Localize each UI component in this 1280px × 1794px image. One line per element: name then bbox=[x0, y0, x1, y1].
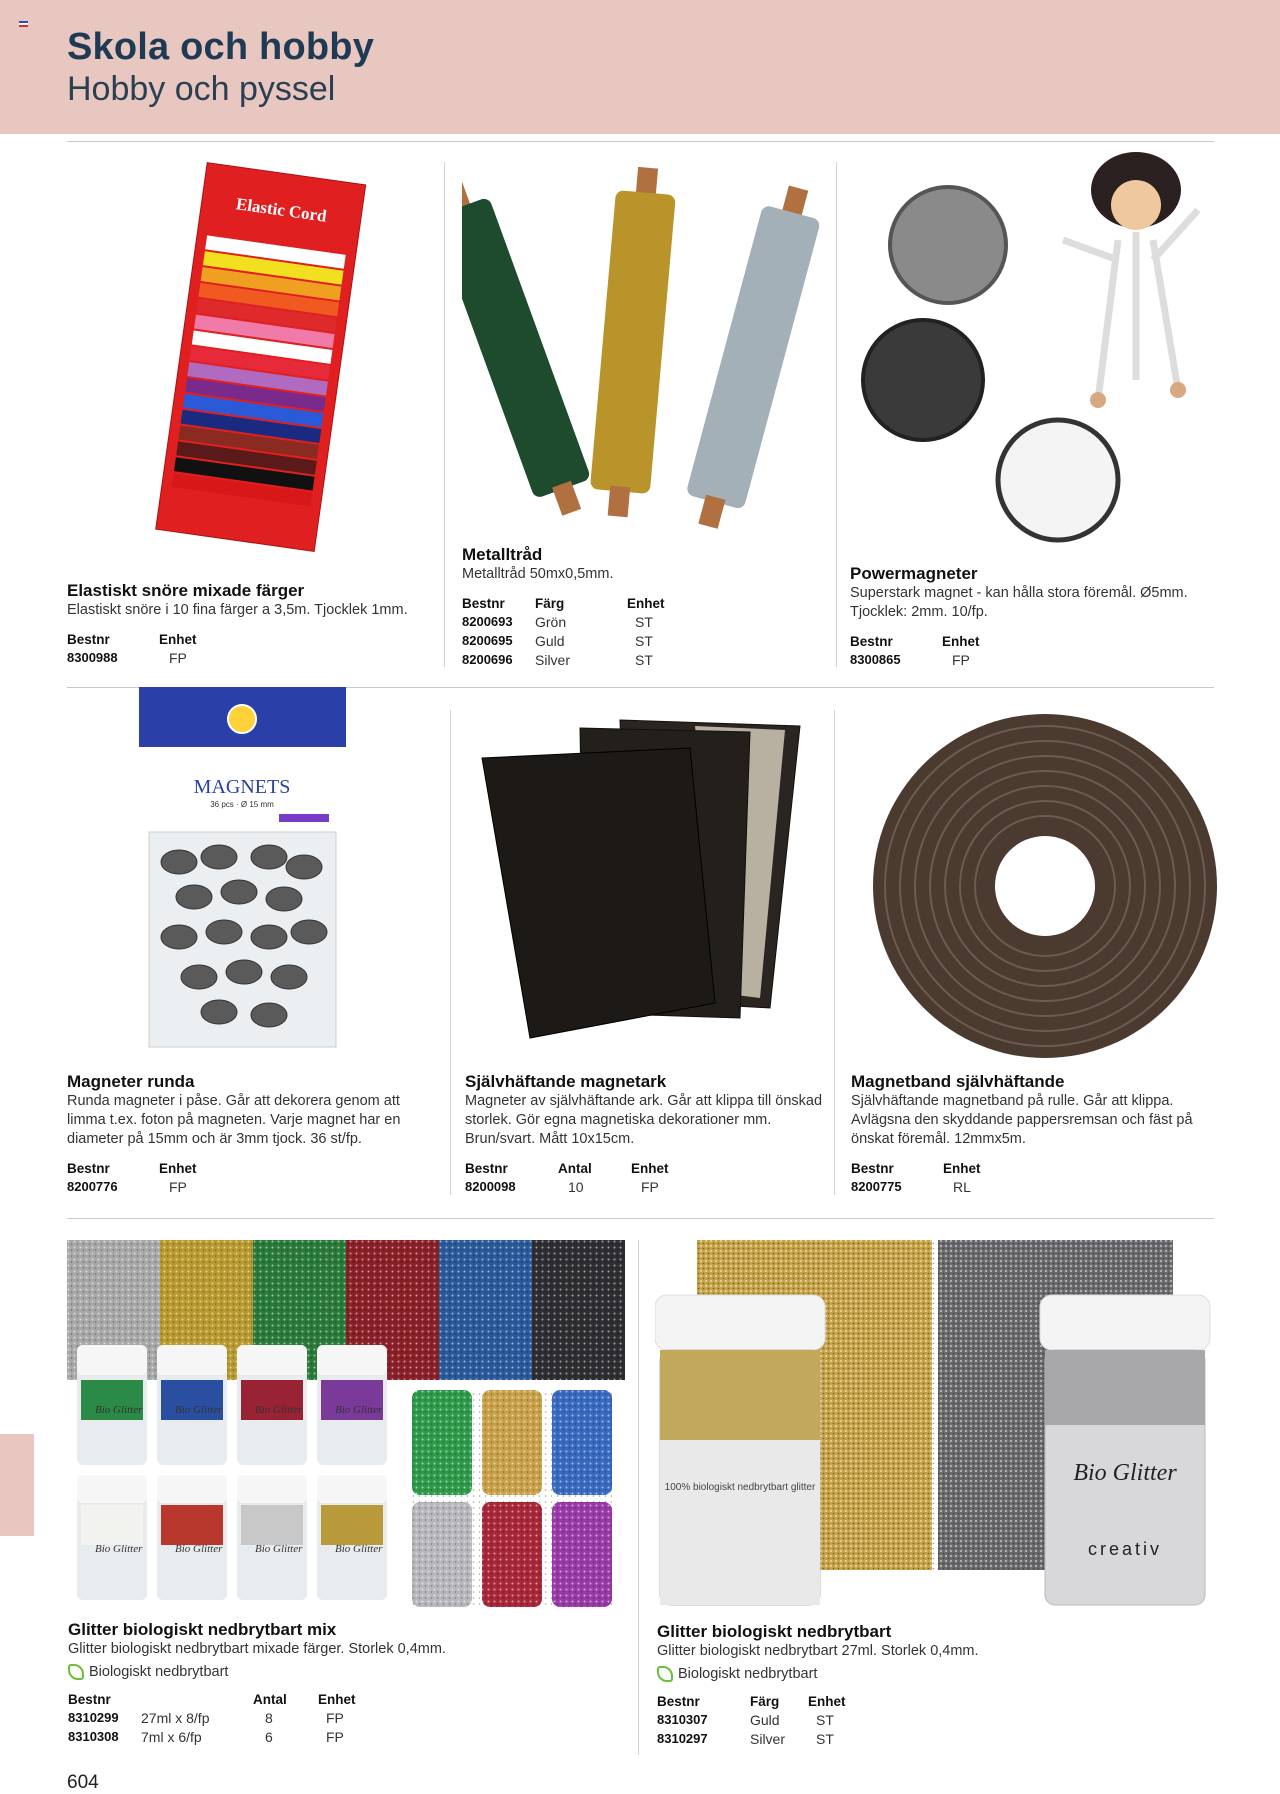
product-name: Powermagneter bbox=[850, 564, 978, 583]
column-header: Bestnr bbox=[465, 1161, 508, 1176]
table-row: 8310299 27ml x 8/fp 8 FP bbox=[68, 1710, 344, 1726]
column-header: Enhet bbox=[943, 1161, 981, 1176]
jar-label: Bio Glitter bbox=[255, 1543, 303, 1555]
product-name: Magnetband självhäftande bbox=[851, 1072, 1065, 1091]
product-name: Glitter biologiskt nedbrytbart bbox=[657, 1622, 892, 1641]
table-row: 8200775 RL bbox=[851, 1179, 971, 1195]
column-header: Enhet bbox=[942, 634, 980, 649]
product-glitter-single bbox=[657, 1622, 1217, 1749]
elastic-cord-image bbox=[120, 162, 400, 562]
jar-label: Bio Glitter bbox=[175, 1543, 223, 1555]
package-sublabel: 36 pcs · Ø 15 mm bbox=[210, 800, 274, 809]
product-glitter-mix bbox=[68, 1620, 628, 1747]
jar-label: Bio Glitter bbox=[335, 1404, 383, 1416]
glitter-single-image bbox=[655, 1240, 1215, 1625]
column-header: Bestnr bbox=[67, 632, 110, 647]
flag-icon bbox=[19, 21, 28, 27]
product-elastic-cord bbox=[67, 581, 437, 668]
product-name: Självhäftande magnetark bbox=[465, 1072, 667, 1091]
product-description: Glitter biologiskt nedbrytbart mixade färger. Storlek 0,4mm. bbox=[68, 1641, 446, 1657]
product-name: Magneter runda bbox=[67, 1072, 195, 1091]
column-header: Bestnr bbox=[67, 1161, 110, 1176]
column-divider bbox=[444, 162, 445, 667]
table-row: 8300865 FP bbox=[850, 652, 970, 668]
column-divider bbox=[638, 1240, 639, 1755]
column-header: Enhet bbox=[318, 1692, 356, 1707]
divider bbox=[67, 1218, 1214, 1219]
order-table bbox=[67, 1161, 197, 1197]
jar-label: Bio Glitter bbox=[255, 1404, 303, 1416]
order-table bbox=[465, 1161, 669, 1197]
column-header: Bestnr bbox=[657, 1694, 700, 1709]
product-name: Elastiskt snöre mixade färger bbox=[67, 581, 305, 600]
column-header: Bestnr bbox=[851, 1161, 894, 1176]
column-header: Enhet bbox=[808, 1694, 846, 1709]
product-power-magnets bbox=[850, 564, 1230, 670]
divider bbox=[67, 141, 1214, 142]
product-name: Glitter biologiskt nedbrytbart mix bbox=[68, 1620, 337, 1639]
power-magnets-image bbox=[848, 150, 1238, 550]
product-magnet-tape bbox=[851, 1072, 1221, 1197]
page-subtitle: Hobby och pyssel bbox=[67, 70, 336, 108]
package-label: MAGNETS bbox=[193, 776, 291, 798]
product-name: Metalltråd bbox=[462, 545, 543, 564]
order-table bbox=[67, 632, 197, 668]
product-description: Metalltråd 50mx0,5mm. bbox=[462, 566, 614, 582]
column-header: Färg bbox=[535, 596, 565, 611]
jar-label: Bio Glitter bbox=[335, 1543, 383, 1555]
table-row: 8310307 Guld ST bbox=[657, 1712, 834, 1728]
table-row: 8200776 FP bbox=[67, 1179, 187, 1195]
column-header: Antal bbox=[253, 1692, 287, 1707]
table-row: 8310308 7ml x 6/fp 6 FP bbox=[68, 1729, 344, 1745]
column-header: Bestnr bbox=[68, 1692, 111, 1707]
column-divider bbox=[836, 162, 837, 667]
table-row: 8200696 Silver ST bbox=[462, 652, 653, 668]
page-title: Skola och hobby bbox=[67, 26, 375, 68]
jar-label: Bio Glitter bbox=[95, 1404, 143, 1416]
package-label: Elastic Cord bbox=[234, 194, 328, 226]
product-description: Elastiskt snöre i 10 fina färger a 3,5m. Tjocklek 1mm. bbox=[67, 602, 408, 618]
eco-badge bbox=[657, 1666, 1217, 1682]
product-round-magnets bbox=[67, 1072, 442, 1197]
product-metal-wire bbox=[462, 545, 822, 670]
column-header bbox=[141, 1692, 253, 1709]
column-header: Färg bbox=[750, 1694, 780, 1709]
order-table bbox=[851, 1161, 981, 1197]
jar-label: Bio Glitter bbox=[175, 1404, 223, 1416]
leaf-icon bbox=[657, 1666, 673, 1682]
column-header: Enhet bbox=[627, 596, 665, 611]
order-table bbox=[462, 596, 665, 670]
order-table bbox=[68, 1692, 356, 1747]
column-header: Antal bbox=[558, 1161, 592, 1176]
product-description: Runda magneter i påse. Går att dekorera genom att limma t.ex. foton på magneten. Varje magnet har en diameter på 15mm och är 3mm tjock. 36 st/fp. bbox=[67, 1093, 401, 1147]
product-magnet-sheets bbox=[465, 1072, 825, 1197]
glitter-mix-image bbox=[67, 1240, 625, 1615]
table-row: 8310297 Silver ST bbox=[657, 1731, 834, 1747]
eco-label: Biologiskt nedbrytbart bbox=[89, 1664, 229, 1680]
column-header: Enhet bbox=[159, 632, 197, 647]
jar-text: 100% biologiskt nedbrytbart glitter bbox=[664, 1482, 816, 1493]
leaf-icon bbox=[68, 1664, 84, 1680]
product-description: Magneter av självhäftande ark. Går att klippa till önskad storlek. Gör egna magnetiska dekorationer mm. Brun/svart. Mått 10x15cm. bbox=[465, 1093, 823, 1147]
eco-badge bbox=[68, 1664, 628, 1680]
table-row: 8200693 Grön ST bbox=[462, 614, 653, 630]
column-header: Bestnr bbox=[850, 634, 893, 649]
order-table bbox=[657, 1694, 846, 1749]
column-header: Enhet bbox=[631, 1161, 669, 1176]
magnet-sheets-image bbox=[470, 718, 810, 1043]
eco-label: Biologiskt nedbrytbart bbox=[678, 1666, 818, 1682]
order-table bbox=[850, 634, 980, 670]
table-row bbox=[67, 649, 197, 668]
column-header: Enhet bbox=[159, 1161, 197, 1176]
table-row: 8200098 10 FP bbox=[465, 1179, 659, 1195]
jar-label: Bio Glitter bbox=[95, 1543, 143, 1555]
column-divider bbox=[834, 710, 835, 1195]
column-divider bbox=[450, 710, 451, 1195]
section-tab bbox=[0, 1434, 34, 1536]
metal-wire-image bbox=[462, 162, 820, 562]
jar-brand: creativ bbox=[1087, 1539, 1163, 1559]
unit: FP bbox=[169, 650, 187, 666]
page-number: 604 bbox=[67, 1772, 99, 1793]
magnet-tape-image bbox=[870, 706, 1220, 1061]
round-magnets-image bbox=[139, 687, 346, 1052]
product-description: Superstark magnet - kan hålla stora föremål. Ø5mm. Tjocklek: 2mm. 10/fp. bbox=[850, 585, 1188, 620]
article-number: 8300988 bbox=[67, 650, 118, 665]
table-row: 8200695 Guld ST bbox=[462, 633, 653, 649]
product-description: Glitter biologiskt nedbrytbart 27ml. Storlek 0,4mm. bbox=[657, 1643, 979, 1659]
column-header: Bestnr bbox=[462, 596, 505, 611]
product-description: Självhäftande magnetband på rulle. Går att klippa. Avlägsna den skyddande pappersremsan och fäst på önskat föremål. 12mmx5m. bbox=[851, 1093, 1193, 1147]
jar-label: Bio Glitter bbox=[1073, 1460, 1177, 1486]
